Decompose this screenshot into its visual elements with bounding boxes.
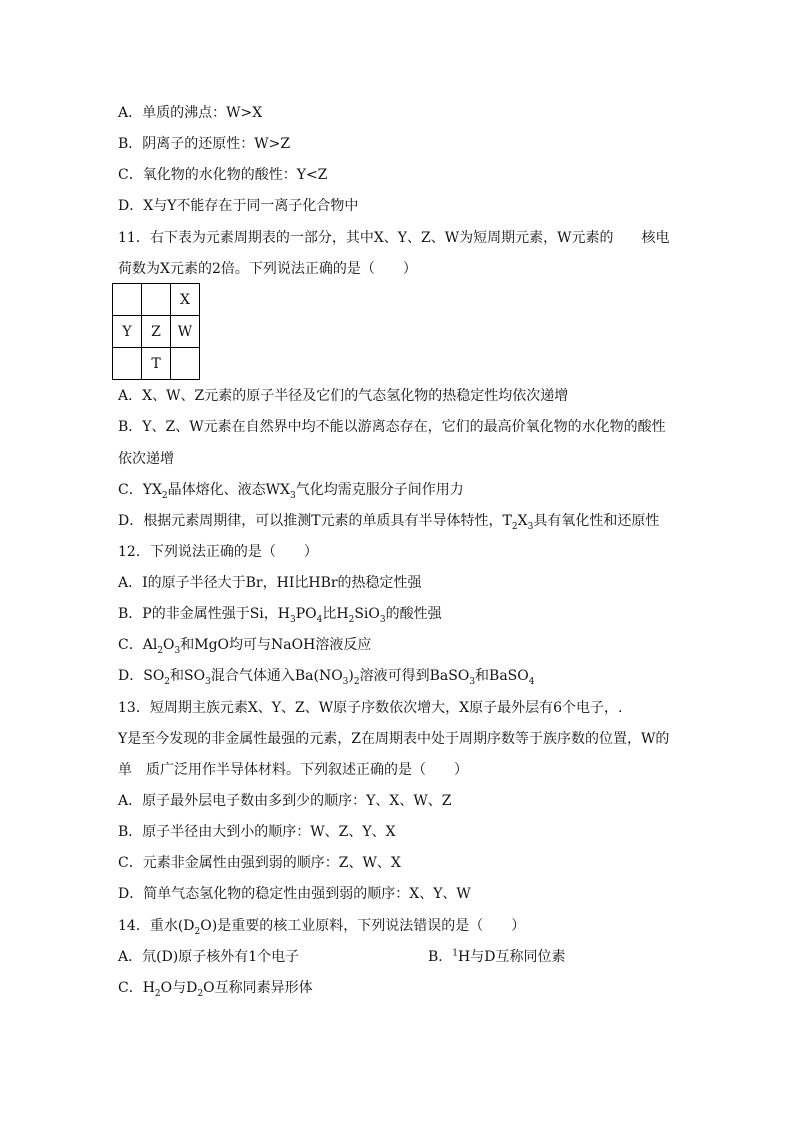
q13-stem-line3: 单 质广泛用作半导体材料。下列叙述正确的是（ ） bbox=[118, 762, 468, 778]
q10-option-b: B．阴离子的还原性：W>Z bbox=[118, 136, 291, 152]
q12-option-b: B．P的非金属性强于Si，$H_3PO_4$比$H_2SiO_3$的酸性强 bbox=[118, 606, 442, 625]
table-row bbox=[113, 284, 200, 316]
q13-stem-line2: Y是至今发现的非金属性最强的元素，Z在周期表中处于周期序数等于族序数的位置，W的 bbox=[118, 731, 670, 747]
q14-stem: 14．重水$(D_2O)$是重要的核工业原料，下列说法错误的是（ ） bbox=[118, 918, 526, 937]
q12-option-c: C．$Al_2O_3$和MgO均可与NaOH溶液反应 bbox=[118, 637, 372, 656]
table-cell bbox=[113, 348, 142, 380]
q14-option-c: C．$H_2O$与$D_2O$互称同素异形体 bbox=[118, 980, 313, 999]
table-cell bbox=[142, 284, 171, 316]
q11-option-b-line2: 依次递增 bbox=[118, 451, 174, 467]
table-row bbox=[113, 316, 200, 348]
table-cell: X bbox=[171, 284, 200, 316]
q14-option-b: B．$^1$H与D互称同位素 bbox=[428, 948, 566, 965]
q12-option-d: D．$SO_2$和$SO_3$混合气体通入$Ba(NO_3)_2$溶液可得到BaSO$_3$和BaSO$_4$ bbox=[118, 668, 535, 687]
q12-stem: 12．下列说法正确的是（ ） bbox=[118, 544, 318, 560]
q11-option-c: C．$YX_2$晶体熔化、液态$WX_3$气化均需克服分子间作用力 bbox=[118, 482, 464, 501]
q12-option-a: A．I的原子半径大于Br，HI比HBr的热稳定性强 bbox=[118, 575, 422, 591]
table-cell: Y bbox=[113, 316, 142, 348]
q13-option-d: D．简单气态氢化物的稳定性由强到弱的顺序：X、Y、W bbox=[118, 886, 471, 902]
q11-option-a: A．X、W、Z元素的原子半径及它们的气态氢化物的热稳定性均依次递增 bbox=[118, 388, 569, 404]
table-cell bbox=[113, 284, 142, 316]
periodic-table-fragment bbox=[112, 283, 200, 380]
q10-option-d: D．X与Y不能存在于同一离子化合物中 bbox=[118, 198, 359, 214]
table-cell: W bbox=[171, 316, 200, 348]
q11-stem-line1: 11．右下表为元素周期表的一部分，其中X、Y、Z、W为短周期元素，W元素的 核电 bbox=[118, 230, 670, 246]
q11-option-d: D．根据元素周期律，可以推测T元素的单质具有半导体特性，$T_2X_3$具有氧化性和还原性 bbox=[118, 513, 660, 532]
q13-option-b: B．原子半径由大到小的顺序：W、Z、Y、X bbox=[118, 824, 396, 840]
q13-stem-line1: 13．短周期主族元素X、Y、Z、W原子序数依次增大，X原子最外层有6个电子，. bbox=[118, 700, 623, 716]
q11-stem-line2: 荷数为X元素的2倍。下列说法正确的是（ ） bbox=[118, 261, 417, 277]
q13-option-c: C．元素非金属性由强到弱的顺序：Z、W、X bbox=[118, 855, 401, 871]
q14-option-a: A．氘(D)原子核外有1个电子 bbox=[118, 949, 300, 965]
table-cell: T bbox=[142, 348, 171, 380]
q10-option-a: A．单质的沸点：W>X bbox=[118, 105, 263, 121]
q11-option-b-line1: B．Y、Z、W元素在自然界中均不能以游离态存在，它们的最高价氧化物的水化物的酸性 bbox=[118, 419, 666, 435]
table-row bbox=[113, 348, 200, 380]
table-cell bbox=[171, 348, 200, 380]
q13-option-a: A．原子最外层电子数由多到少的顺序：Y、X、W、Z bbox=[118, 793, 452, 809]
table-cell: Z bbox=[142, 316, 171, 348]
q10-option-c: C．氧化物的水化物的酸性：Y<Z bbox=[118, 167, 328, 183]
